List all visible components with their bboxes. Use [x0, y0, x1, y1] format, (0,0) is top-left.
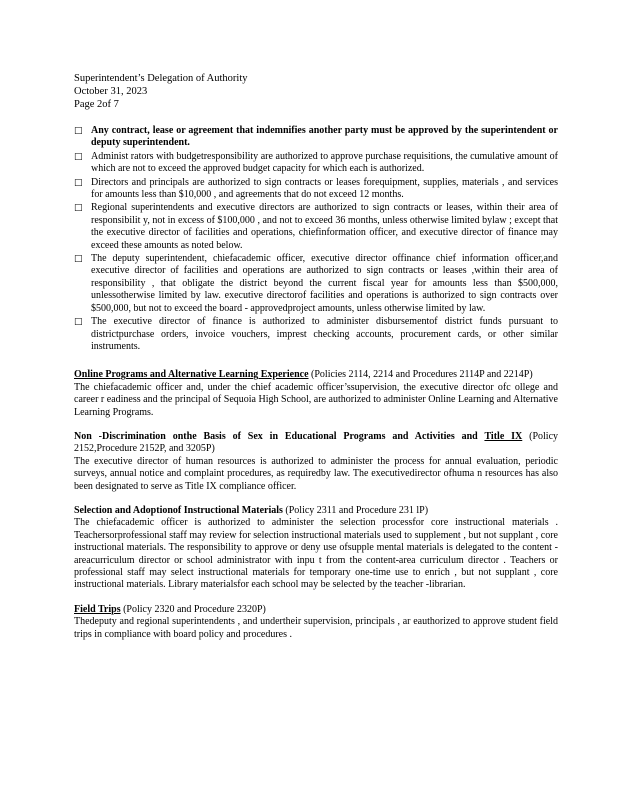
box-bullet-icon: □ [74, 177, 83, 188]
section-body: The chiefacademic officer is authorized to administer the selection processfor core instructional materials . Teachersorprofessional staff may review for selection instructional materials used to supplement , but not supplant , core instructional materials. The responsibility to approve or deny use ofsupple mental materials is delegated to the content -areacurriculum director or school administrator with inpu t from the content-area curriculum director . Teachers or professional staff may select instructional materials for temporary one-time use to enrich , but not supplant , core instructional materials. Library materialsfor each school may be selected by the teacher -librarian. [74, 517, 558, 591]
section-title: Selection and Adoptionof Instructional Materials [74, 504, 283, 516]
header-date: October 31, 2023 [74, 86, 148, 97]
section-heading [74, 369, 558, 381]
list-item [74, 177, 558, 202]
section-policy-reference: (Policies 2114, 2214 and Procedures 2114P and 2214P) [308, 369, 533, 381]
list-item [74, 125, 558, 150]
section-policy-reference: (Policy 2152,Procedure 2152P, and 3205P) [74, 430, 559, 455]
section-heading [74, 604, 558, 616]
section-body: The chiefacademic officer and, under the chief academic officer’ssupervision, the executive director ofc ollege and career r eadiness and the principal of Sequoia High School, are authorized to administer Online Learning and Alternative Learning Programs. [74, 381, 558, 418]
list-item [74, 151, 558, 176]
list-item [74, 202, 558, 252]
box-bullet-icon: □ [74, 203, 83, 214]
list-item-text: Directors and principals are authorized to sign contracts or leases forequipment, supplies, materials , and services for amounts less than $10,000 , and agreements that do not exceed 12 months. [91, 176, 558, 201]
bullet-list [74, 125, 558, 353]
header-title: Superintendent’s Delegation of Authority [74, 73, 248, 84]
box-bullet-icon: □ [74, 254, 83, 265]
box-bullet-icon: □ [74, 151, 83, 162]
list-item [74, 316, 558, 353]
section-title: Online Programs and Alternative Learning Experience [74, 369, 309, 381]
section-heading [74, 431, 558, 456]
section-policy-reference: (Policy 2320 and Procedure 2320P) [120, 603, 266, 615]
section-title-part: Non -Discrimination onthe Basis of Sex in Educational Programs and Activities and [74, 430, 485, 442]
section-heading [74, 505, 558, 517]
list-item-text: Any contract, lease or agreement that indemnifies another party must be approved by the superintendent or deputy superintendent. [91, 125, 558, 149]
document-header [74, 72, 558, 111]
section-non-discrimination [74, 431, 558, 493]
section-policy-reference: (Policy 2311 and Procedure 231 lP) [282, 504, 429, 516]
section-instructional-materials [74, 505, 558, 592]
header-page-number: Page 2of 7 [74, 99, 119, 110]
section-body: The executive director of human resources is authorized to administer the process for annual evaluation, periodic surveys, annual notice and complaint procedures, as requiredby law. The executivedirector ofhuma n resources has also been designated to serve as Title IX compliance officer. [74, 455, 558, 492]
section-online-programs [74, 369, 558, 419]
section-field-trips [74, 604, 558, 641]
list-item-text: Regional superintendents and executive directors are authorized to sign contracts or leases, within their area of responsibilit y, not in excess of $100,000 , and not to exceed 36 months, unless otherwise limited bylaw ; except that the executive director of facilities and operations, chiefinformation officer, and executive director of finance may exceed these amounts as noted below. [91, 202, 558, 251]
section-title: Title IX [484, 430, 523, 442]
list-item [74, 253, 558, 315]
box-bullet-icon: □ [74, 126, 83, 136]
box-bullet-icon: □ [74, 317, 83, 328]
list-item-text: The deputy superintendent, chiefacademic officer, executive director offinance chief information officer,and executive director of facilities and operations are authorized to sign contracts or leases ,within their area of responsibility , that obligate the district beyond the current fiscal year for amounts less than $500,000, unlessotherwise limited by law. executive directorof facilities and operations is authorized to sign contracts over $500,000, but not to exceed the board - approvedproject amounts, unless otherwise limited by law. [91, 253, 558, 314]
section-title: Field Trips [74, 603, 121, 615]
list-item-text: The executive director of finance is authorized to administer disbursementof district funds pursuant to districtpurchase orders, invoice vouchers, imprest checking accounts, procurement cards, or other similar instruments. [91, 316, 558, 352]
list-item-text: Administ rators with budgetresponsibility are authorized to approve purchase requisitions, the cumulative amount of which are not to exceed the approved budget capacity for which each is authorized. [91, 150, 558, 175]
section-body: Thedeputy and regional superintendents , and undertheir supervision, principals , ar eauthorized to approve student field trips in compliance with board policy and procedures . [74, 616, 558, 640]
